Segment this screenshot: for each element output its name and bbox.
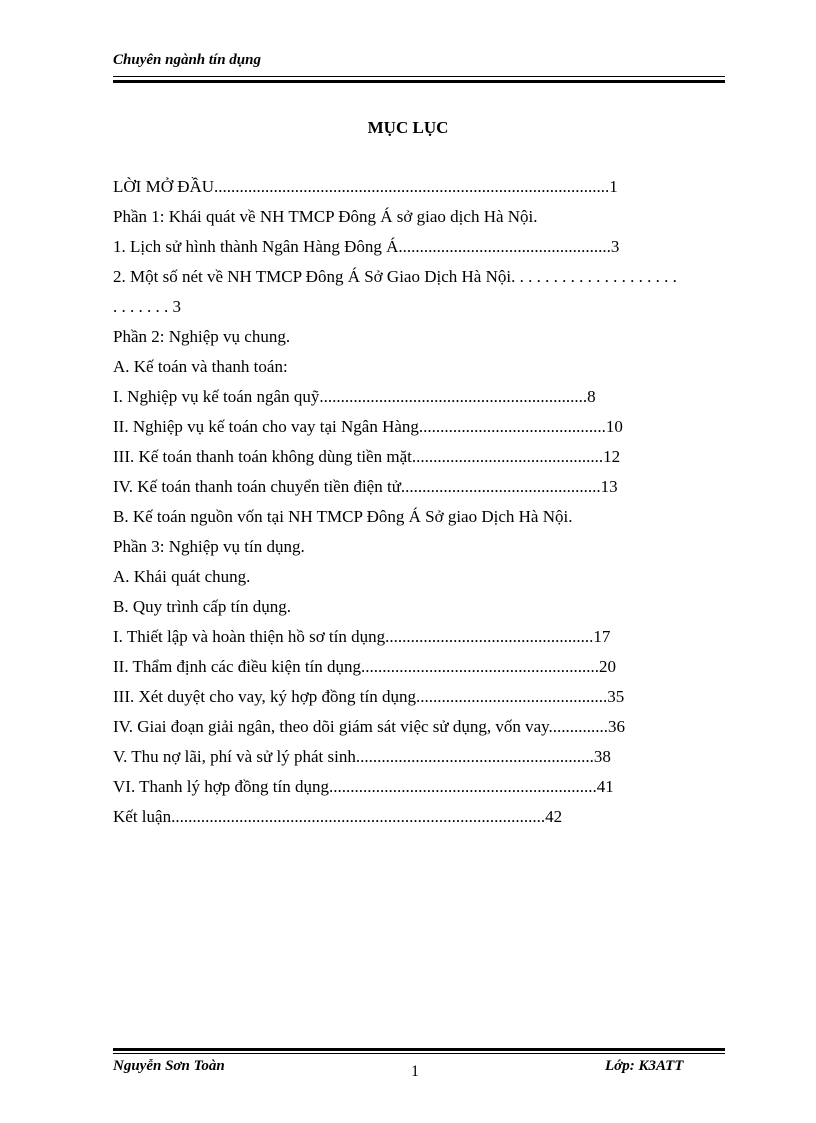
toc-entry: Phần 1: Khái quát về NH TMCP Đông Á sở giao dịch Hà Nội. (113, 207, 538, 226)
footer-rule-thick (113, 1048, 725, 1051)
footer-author: Nguyễn Sơn Toàn (113, 1058, 225, 1074)
toc-entry: II. Nghiệp vụ kế toán cho vay tại Ngân Hàng............................................10 (113, 417, 623, 436)
toc-entry: I. Thiết lập và hoàn thiện hồ sơ tín dụng.................................................17 (113, 627, 611, 646)
toc-entry: B. Quy trình cấp tín dụng. (113, 597, 292, 616)
toc-entry: . . . . . . . 3 (113, 297, 181, 316)
toc-entry: I. Nghiệp vụ kế toán ngân quỹ...............................................................8 (113, 387, 596, 406)
footer-rule-thin (113, 1053, 725, 1054)
toc-entry: Phần 3: Nghiệp vụ tín dụng. (113, 537, 305, 556)
toc-entry: III. Xét duyệt cho vay, ký hợp đồng tín dụng.............................................35 (113, 687, 625, 706)
toc-entry: Kết luận........................................................................................42 (113, 807, 563, 826)
toc-entry: V. Thu nợ lãi, phí và sử lý phát sinh........................................................38 (113, 747, 611, 766)
toc-entry: III. Kế toán thanh toán không dùng tiền mặt.............................................12 (113, 447, 621, 466)
table-of-contents (113, 172, 725, 832)
toc-entry: 2. Một số nét về NH TMCP Đông Á Sở Giao Dịch Hà Nội. . . . . . . . . . . . . . . . . . . . (113, 267, 677, 286)
page-title: MỤC LỤC (367, 118, 449, 137)
toc-entry: II. Thẩm định các điều kiện tín dụng........................................................20 (113, 657, 617, 676)
toc-entry: A. Kế toán và thanh toán: (113, 357, 288, 376)
page-number: 1 (411, 1063, 419, 1080)
footer-class: Lớp: K3ATT (605, 1058, 684, 1074)
toc-entry: 1. Lịch sử hình thành Ngân Hàng Đông Á..................................................3 (113, 237, 620, 256)
running-header: Chuyên ngành tín dụng (113, 52, 261, 68)
toc-entry: IV. Giai đoạn giải ngân, theo dõi giám sát việc sử dụng, vốn vay..............36 (113, 717, 626, 736)
header-rule-thin (113, 76, 725, 77)
toc-entry: IV. Kế toán thanh toán chuyển tiền điện tử...............................................13 (113, 477, 618, 496)
toc-entry: VI. Thanh lý hợp đồng tín dụng...............................................................41 (113, 777, 614, 796)
toc-entry: B. Kế toán nguồn vốn tại NH TMCP Đông Á Sở giao Dịch Hà Nội. (113, 507, 573, 526)
header-rule-thick (113, 80, 725, 83)
toc-entry: A. Khái quát chung. (113, 567, 251, 586)
toc-entry: Phần 2: Nghiệp vụ chung. (113, 327, 291, 346)
toc-entry: LỜI MỞ ĐẦU.............................................................................................1 (113, 177, 618, 196)
